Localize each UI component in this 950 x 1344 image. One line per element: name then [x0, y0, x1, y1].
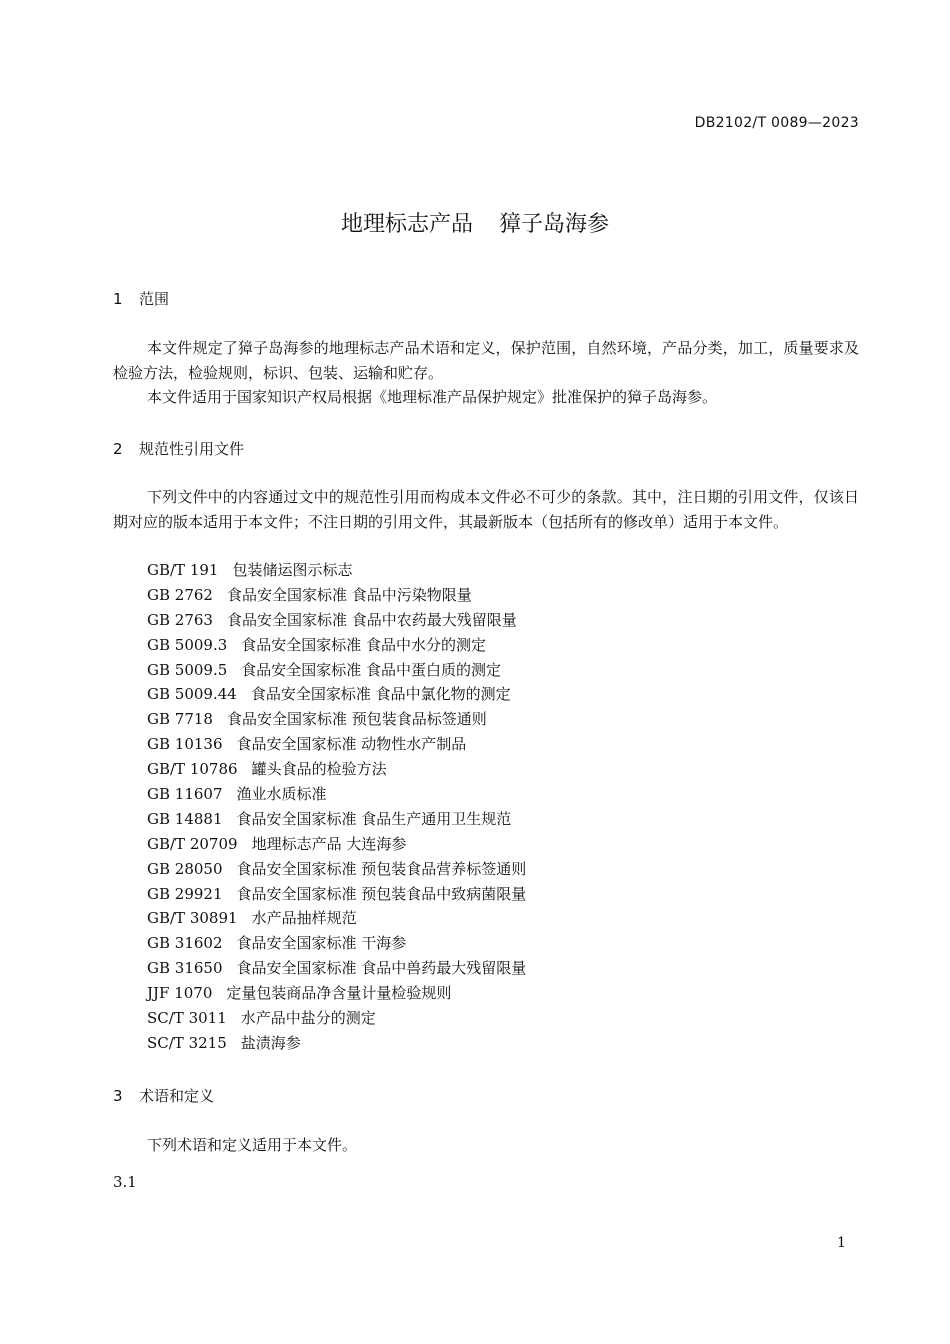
reference-item — [147, 807, 526, 832]
reference-item — [147, 882, 526, 907]
section-number: 3 — [113, 1087, 123, 1105]
section-title: 术语和定义 — [139, 1087, 215, 1105]
reference-item — [147, 906, 526, 931]
reference-title: 地理标志产品 大连海参 — [251, 834, 407, 853]
reference-code: GB 28050 — [147, 859, 223, 878]
reference-title: 食品安全国家标准 预包装食品标签通则 — [226, 710, 487, 729]
reference-code: GB 31650 — [147, 959, 223, 978]
reference-title: 包装储运图示标志 — [232, 561, 353, 579]
title-part-2: 獐子岛海参 — [499, 212, 610, 237]
reference-title: 食品安全国家标准 预包装食品中致病菌限量 — [236, 884, 527, 903]
section-3-intro: 下列术语和定义适用于本文件。 — [147, 1136, 358, 1154]
section-number: 2 — [113, 440, 123, 458]
reference-code: GB/T 20709 — [147, 834, 238, 853]
reference-item — [147, 707, 526, 732]
reference-item — [147, 658, 526, 683]
reference-title: 食品安全国家标准 动物性水产制品 — [236, 735, 467, 754]
reference-item — [147, 832, 526, 857]
reference-code: JJF 1070 — [147, 984, 213, 1003]
reference-title: 盐渍海参 — [240, 1033, 301, 1052]
reference-title: 罐头食品的检验方法 — [251, 760, 387, 779]
reference-code: GB 10136 — [147, 735, 223, 754]
reference-item — [147, 1006, 526, 1031]
document-title — [0, 207, 950, 238]
reference-item — [147, 633, 526, 658]
page-number: 1 — [837, 1235, 846, 1251]
reference-code: GB 31602 — [147, 934, 223, 953]
reference-code: GB 11607 — [147, 785, 223, 804]
reference-item — [147, 1031, 526, 1056]
reference-title: 定量包装商品净含量计量检验规则 — [226, 984, 452, 1003]
clause-number: 3.1 — [113, 1173, 137, 1191]
reference-code: GB/T 191 — [147, 561, 219, 579]
reference-code: GB 2763 — [147, 610, 213, 629]
reference-item — [147, 757, 526, 782]
reference-code: GB 14881 — [147, 809, 223, 828]
document-code: DB2102/T 0089—2023 — [694, 115, 859, 131]
reference-title: 水产品中盐分的测定 — [240, 1009, 376, 1028]
reference-title: 食品安全国家标准 预包装食品营养标签通则 — [236, 859, 527, 878]
reference-code: GB 29921 — [147, 884, 223, 903]
reference-item — [147, 682, 526, 707]
reference-title: 食品安全国家标准 食品中兽药最大残留限量 — [236, 959, 527, 978]
reference-code: SC/T 3215 — [147, 1033, 227, 1052]
section-title: 规范性引用文件 — [139, 440, 245, 458]
reference-item — [147, 857, 526, 882]
reference-item — [147, 782, 526, 807]
section-1-paragraph-1: 本文件规定了獐子岛海参的地理标志产品术语和定义，保护范围，自然环境，产品分类，加工，质量要求及检验方法，检验规则，标识、包装、运输和贮存。 — [113, 339, 859, 382]
reference-code: GB 2762 — [147, 585, 213, 604]
reference-title: 渔业水质标准 — [236, 785, 327, 804]
section-1-paragraph-2: 本文件适用于国家知识产权局根据《地理标准产品保护规定》批准保护的獐子岛海参。 — [147, 388, 718, 406]
section-number: 1 — [113, 290, 123, 308]
reference-title: 食品安全国家标准 食品中污染物限量 — [226, 585, 472, 604]
reference-item — [147, 931, 526, 956]
reference-item — [147, 608, 526, 633]
reference-title: 食品安全国家标准 食品生产通用卫生规范 — [236, 809, 512, 828]
reference-title: 水产品抽样规范 — [251, 909, 357, 928]
title-part-1: 地理标志产品 — [340, 212, 473, 237]
reference-code: GB/T 30891 — [147, 909, 238, 928]
reference-title: 食品安全国家标准 食品中农药最大残留限量 — [226, 610, 517, 629]
reference-title: 食品安全国家标准 食品中氯化物的测定 — [250, 685, 511, 704]
reference-item — [147, 981, 526, 1006]
reference-item — [147, 558, 526, 583]
reference-title: 食品安全国家标准 食品中蛋白质的测定 — [241, 660, 502, 679]
section-2-intro: 下列文件中的内容通过文中的规范性引用而构成本文件必不可少的条款。其中，注日期的引用文件，仅该日期对应的版本适用于本文件；不注日期的引用文件，其最新版本（包括所有的修改单）适用于本文件。 — [113, 488, 859, 531]
reference-code: GB 7718 — [147, 710, 213, 729]
reference-item — [147, 583, 526, 608]
section-title: 范围 — [139, 290, 170, 308]
reference-title: 食品安全国家标准 食品中水分的测定 — [241, 635, 487, 654]
reference-item — [147, 732, 526, 757]
reference-code: GB 5009.44 — [147, 685, 237, 704]
reference-list — [147, 558, 526, 1056]
reference-code: SC/T 3011 — [147, 1009, 227, 1028]
reference-code: GB/T 10786 — [147, 760, 238, 779]
reference-code: GB 5009.5 — [147, 660, 228, 679]
reference-item — [147, 956, 526, 981]
reference-title: 食品安全国家标准 干海参 — [236, 934, 407, 953]
section-3-heading — [113, 1085, 214, 1106]
section-2-heading — [113, 438, 244, 459]
section-1-heading — [113, 288, 169, 309]
reference-code: GB 5009.3 — [147, 635, 228, 654]
